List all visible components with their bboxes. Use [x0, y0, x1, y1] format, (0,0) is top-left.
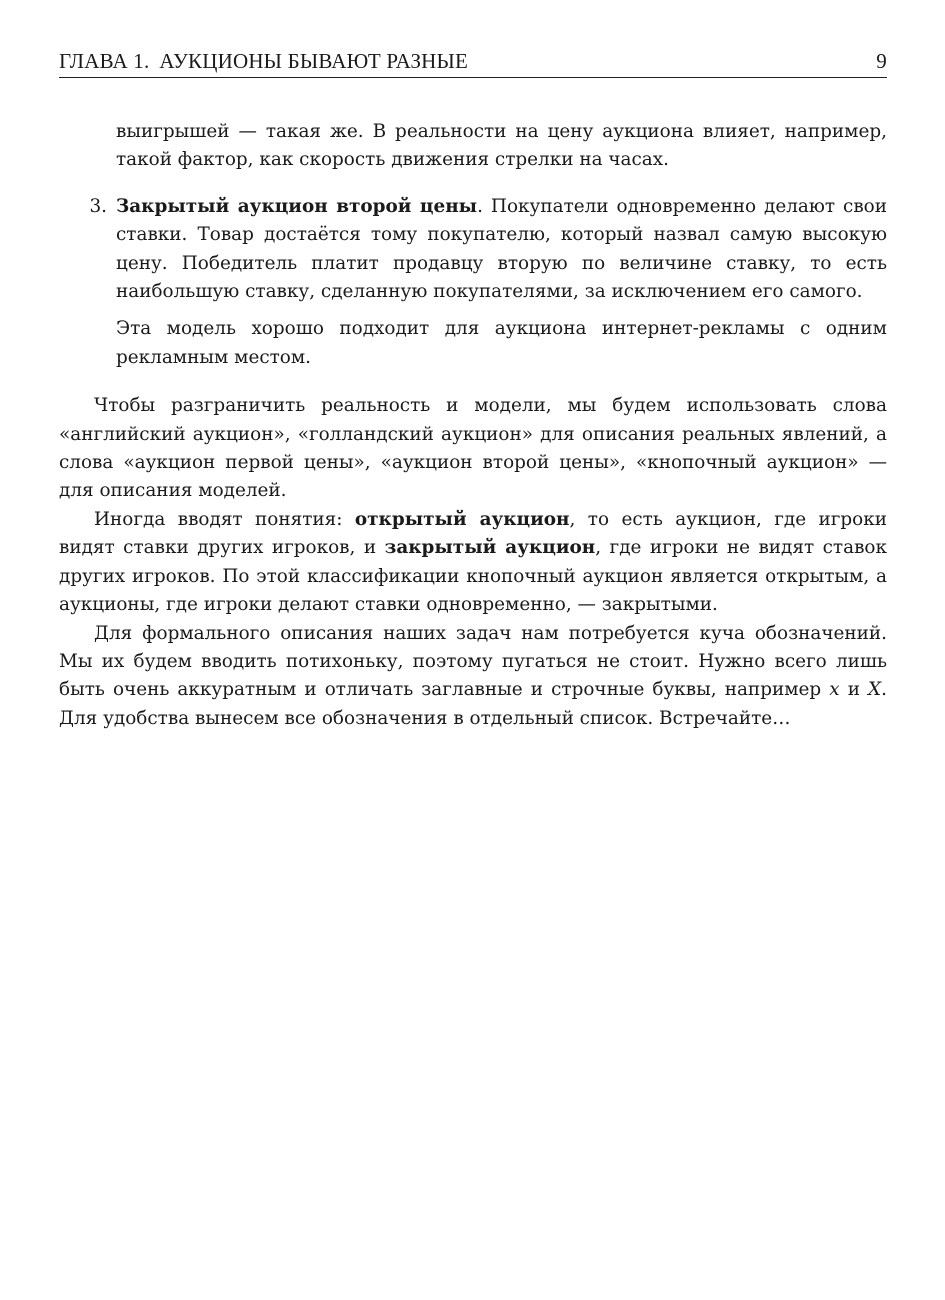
header-left: [59, 48, 468, 74]
text-run: , где игроки не видят ставок других игроков. По этой классификации кнопочный аукцион является открытым, а аукционы, где игроки делают ставки одновременно, — закрытыми.: [59, 537, 887, 616]
paragraph-reality-vs-models: Чтобы разграничить реальность и модели, мы будем использовать слова «английский аукцион», «голландский аукцион» для описания реальных явлений, а слова «аукцион первой цены», «аукцион второй цены», «кнопочный аукцион» — для описания моделей.: [59, 395, 887, 502]
list-item-number: 3.: [89, 195, 107, 217]
math-x-lower: x: [829, 679, 840, 701]
chapter-label: ГЛАВА 1.: [59, 49, 150, 73]
term-open-auction: открытый аукцион: [354, 508, 570, 530]
list-item: [59, 193, 887, 372]
chapter-title: АУКЦИОНЫ БЫВАЮТ РАЗНЫЕ: [159, 49, 469, 73]
book-page: [59, 48, 887, 733]
list-item-body: [116, 193, 887, 372]
term-closed-auction: закрытый аукцион: [384, 537, 596, 559]
paragraph-notation: [59, 620, 887, 734]
page-number: 9: [876, 49, 887, 73]
list-item-text: [116, 193, 887, 307]
text-run: и: [839, 679, 869, 701]
list-item-term: Закрытый аукцион второй цены: [116, 195, 478, 217]
text-run: Для формального описания наших задач нам потребуется куча обозначений. Мы их будем вводить потихоньку, поэтому пугаться не стоит. Нужно всего лишь быть очень аккуратным и отличать заглавные и строчные буквы, например: [59, 622, 887, 701]
text-run: Иногда вводят понятия:: [94, 508, 355, 530]
list-item-description: . Покупатели одновременно делают свои ставки. Товар достаётся тому покупателю, который назвал самую высокую цену. Победитель платит продавцу вторую по величине ставку, то есть наибольшую ставку, сделанную покупателями, за исключением его самого.: [116, 195, 887, 303]
running-header: [59, 48, 887, 78]
continued-paragraph: выигрышей — такая же. В реальности на цену аукциона влияет, например, такой фактор, как скорость движения стрелки на часах.: [116, 121, 887, 171]
text-run: . Для удобства вынесем все обозначения в отдельный список. Встречайте…: [59, 679, 887, 729]
math-x-upper: X: [868, 679, 882, 701]
page-body: [59, 118, 887, 733]
text-run: , то есть аукцион, где игроки видят ставки других игроков, и: [59, 508, 887, 559]
paragraph-open-closed: [59, 506, 887, 620]
list-item-note: Эта модель хорошо подходит для аукциона интернет-рекламы с одним рекламным местом.: [116, 318, 887, 368]
paragraphs: [59, 392, 887, 733]
